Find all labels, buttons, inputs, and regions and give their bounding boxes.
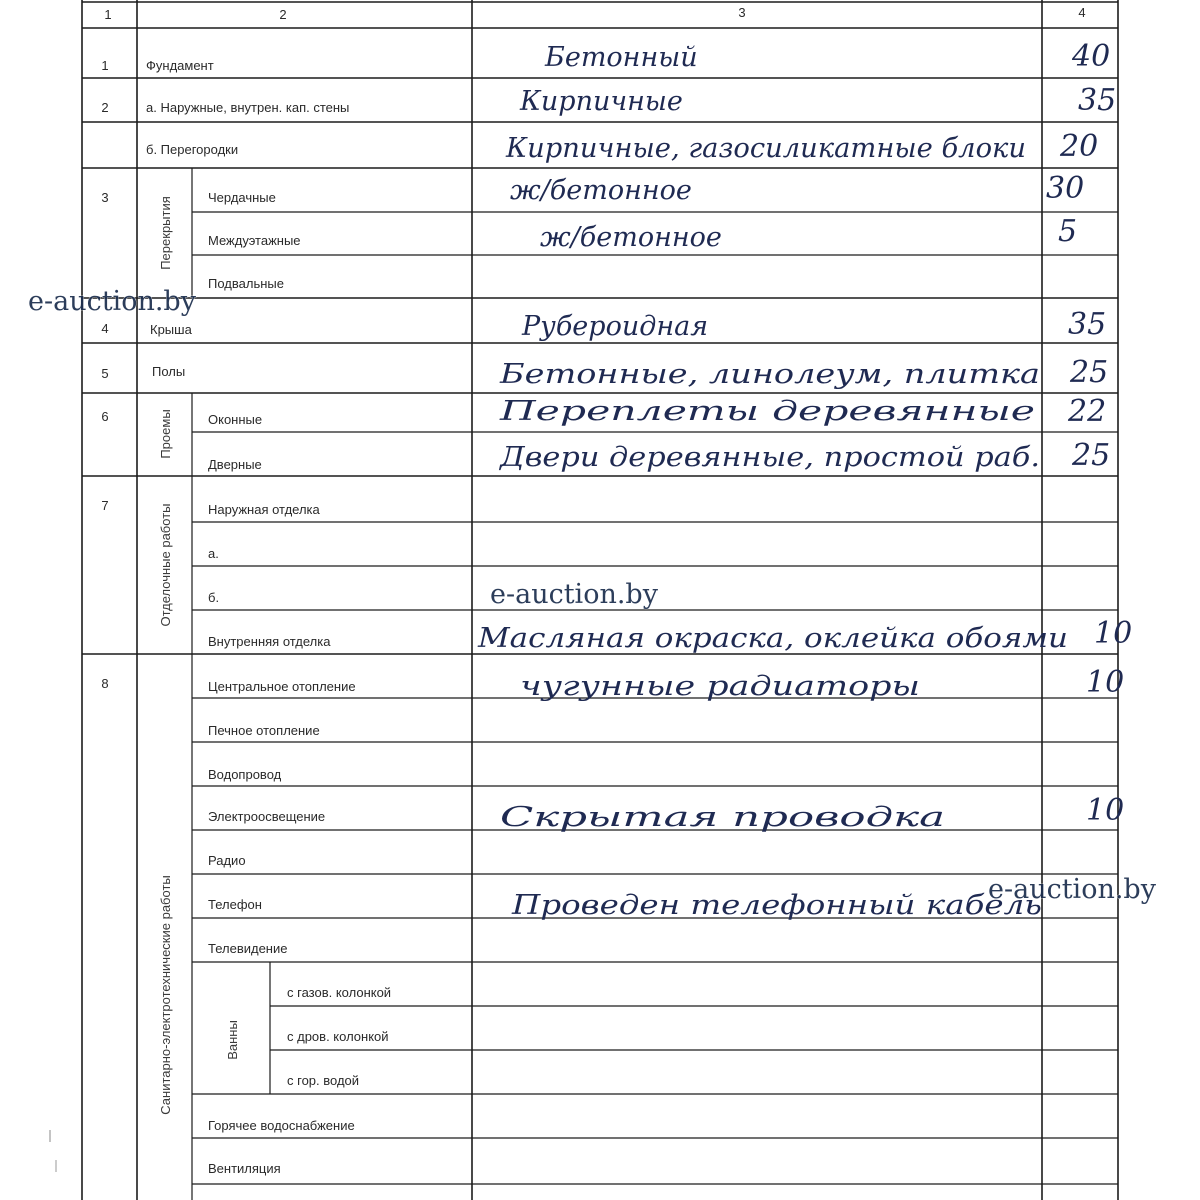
row-number-4: 4 [101,321,109,336]
label-stove-heating: Печное отопление [208,723,320,738]
watermark-3: e-auction.by [988,874,1156,905]
label-exterior-b: б. [208,590,220,605]
scan-marks [50,1130,56,1172]
watermark-2: e-auction.by [490,579,658,610]
wear-values [1046,39,1132,828]
row-numbers [101,58,108,691]
label-bath-gas: с газов. колонкой [287,985,392,1000]
group-label-floors: Перекрытия [158,196,173,270]
watermark-1: e-auction.by [28,286,196,317]
label-exterior-finish: Наружная отделка [208,502,320,517]
group-label-baths: Ванны [225,1020,240,1060]
label-foundation: Фундамент [146,58,214,73]
wear-interior-finish: 10 [1094,616,1133,651]
wear-walls: 35 [1078,83,1117,118]
value-windows: Переплеты деревянные [498,396,1035,427]
label-water-supply: Водопровод [208,767,282,782]
row-number-2: 2 [101,100,109,115]
value-doors: Двери деревянные, простой раб. [498,442,1040,473]
group-label-finishing: Отделочные работы [158,503,173,627]
row-number-5: 5 [101,366,109,381]
value-interior-finish: Масляная окраска, оклейка обоями [476,623,1068,654]
value-partitions: Кирпичные, газосиликатные блоки [504,133,1026,164]
row-number-8: 8 [101,676,109,691]
label-electric-lighting: Электроосвещение [208,809,326,824]
col-header-1: 1 [104,7,112,22]
value-attic-floor: ж/бетонное [510,175,692,206]
wear-roof: 35 [1068,307,1107,342]
row-labels [146,58,391,1176]
value-interfloor: ж/бетонное [540,222,722,253]
value-electric-lighting: Скрытая проводка [500,802,945,833]
label-floors: Полы [152,364,186,379]
wear-windows: 22 [1068,394,1107,429]
label-partitions: б. Перегородки [146,142,239,157]
label-telephone: Телефон [208,897,262,912]
label-television: Телевидение [208,941,288,956]
value-foundation: Бетонный [545,42,698,73]
value-roof: Рубероидная [522,311,709,342]
col-header-2: 2 [279,7,287,22]
wear-doors: 25 [1072,438,1111,473]
label-radio: Радио [208,853,246,868]
wear-attic-floor: 30 [1046,171,1085,206]
value-telephone: Проведен телефонный кабель [510,890,1043,921]
label-basement-floor: Подвальные [208,276,284,291]
row-number-1: 1 [101,58,109,73]
label-walls: а. Наружные, внутрен. кап. стены [146,100,350,115]
label-interfloor: Междуэтажные [208,233,301,248]
value-floors: Бетонные, линолеум, плитка [498,359,1040,390]
group-label-openings: Проемы [158,409,173,459]
row-number-3: 3 [101,190,109,205]
label-windows: Оконные [208,412,263,427]
group-label-engineering: Санитарно-электротехнические работы [158,875,173,1115]
label-hot-water-supply: Горячее водоснабжение [208,1118,355,1133]
row-number-7: 7 [101,498,109,513]
label-roof: Крыша [150,322,192,337]
label-doors: Дверные [208,457,262,472]
wear-foundation: 40 [1072,39,1111,74]
handwritten-values [477,42,1068,921]
label-bath-hot-water: с гор. водой [287,1073,360,1088]
column-header [104,5,1085,22]
wear-partitions: 20 [1060,129,1099,164]
label-attic-floor: Чердачные [208,190,276,205]
value-central-heating: чугунные радиаторы [520,671,920,702]
label-ventilation: Вентиляция [208,1161,281,1176]
wear-interfloor: 5 [1058,214,1078,249]
label-interior-finish: Внутренняя отделка [208,634,331,649]
col-header-3: 3 [738,5,746,20]
label-central-heating: Центральное отопление [208,679,356,694]
row-number-6: 6 [101,409,109,424]
value-walls: Кирпичные [520,86,683,117]
wear-central-heating: 10 [1086,665,1125,700]
col-header-4: 4 [1078,5,1086,20]
label-bath-wood: с дров. колонкой [287,1029,389,1044]
wear-floors: 25 [1070,355,1109,390]
label-exterior-a: а. [208,546,219,561]
wear-electric-lighting: 10 [1086,793,1125,828]
